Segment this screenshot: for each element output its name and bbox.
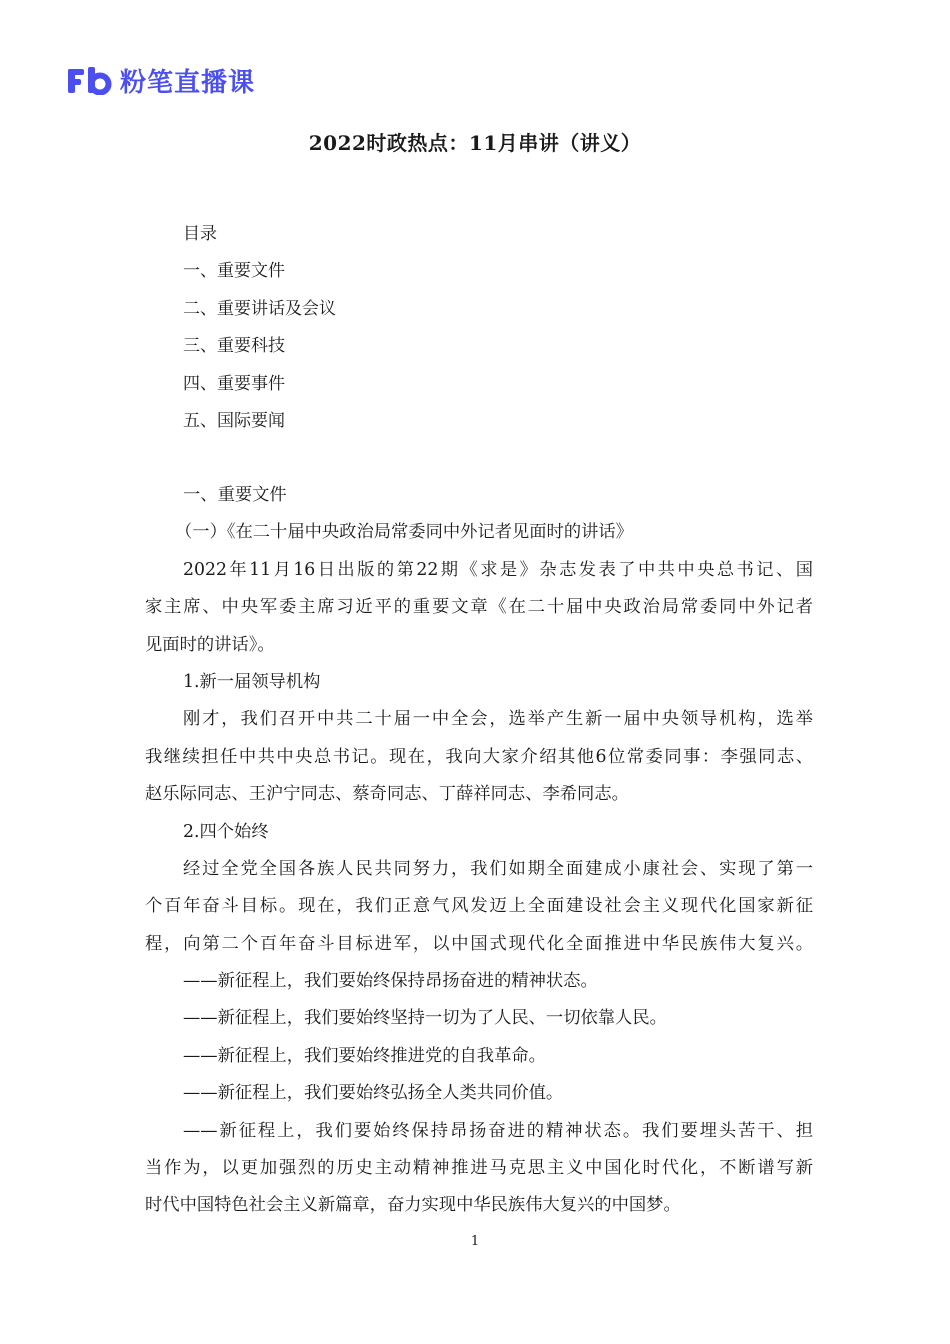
logo-text: 粉笔直播课 — [120, 67, 256, 98]
fb-logo-icon — [66, 65, 112, 95]
paragraph-line: 当作为，以更加强烈的历史主动精神推进马克思主义中国化时代化，不断谱写新 — [145, 1158, 813, 1179]
paragraph-line: 我继续担任中共中央总书记。现在，我向大家介绍其他6位常委同事：李强同志、 — [145, 746, 813, 767]
paragraph-line: 经过全党全国各族人民共同努力，我们如期全面建成小康社会、实现了第一 — [183, 858, 813, 879]
dash-item: ——新征程上，我们要始终坚持一切为了人民、一切依靠人民。 — [183, 1008, 667, 1029]
fenbi-logo — [66, 60, 255, 100]
section-heading: 一、重要文件 — [183, 485, 287, 505]
toc-item: 五、国际要闻 — [183, 410, 285, 431]
subsection-heading: （一）《在二十届中央政治局常委同中外记者见面时的讲话》 — [175, 522, 633, 543]
paragraph-line: 2022年11月16日出版的第22期《求是》杂志发表了中共中央总书记、国 — [183, 559, 813, 580]
paragraph-line: ——新征程上，我们要始终保持昂扬奋进的精神状态。我们要埋头苦干、担 — [183, 1120, 813, 1141]
toc-heading: 目录 — [183, 224, 217, 244]
toc-item: 三、重要科技 — [183, 336, 285, 357]
paragraph-line: 个百年奋斗目标。现在，我们正意气风发迈上全面建设社会主义现代化国家新征 — [145, 896, 813, 917]
toc-item: 二、重要讲话及会议 — [183, 298, 336, 319]
document-body — [145, 483, 813, 1231]
paragraph-line: 时代中国特色社会主义新篇章，奋力实现中华民族伟大复兴的中国梦。 — [145, 1195, 681, 1216]
table-of-contents — [183, 222, 336, 446]
paragraph-line: 赵乐际同志、王沪宁同志、蔡奇同志、丁薛祥同志、李希同志。 — [145, 784, 629, 805]
point-heading: 2.四个始终 — [183, 821, 269, 842]
point-heading: 1.新一届领导机构 — [183, 671, 321, 692]
paragraph-line: 刚才，我们召开中共二十届一中全会，选举产生新一届中央领导机构，选举 — [183, 709, 813, 730]
paragraph-line: 程，向第二个百年奋斗目标进军，以中国式现代化全面推进中华民族伟大复兴。 — [145, 933, 813, 954]
dash-item: ——新征程上，我们要始终弘扬全人类共同价值。 — [183, 1083, 564, 1104]
paragraph-line: 见面时的讲话》。 — [145, 634, 275, 655]
paragraph-line: 家主席、中央军委主席习近平的重要文章《在二十届中央政治局常委同中外记者 — [145, 597, 813, 618]
page-number: 1 — [470, 1234, 480, 1249]
toc-item: 一、重要文件 — [183, 261, 285, 282]
dash-item: ——新征程上，我们要始终推进党的自我革命。 — [183, 1045, 546, 1066]
dash-item: ——新征程上，我们要始终保持昂扬奋进的精神状态。 — [183, 971, 598, 992]
toc-item: 四、重要事件 — [183, 373, 285, 394]
document-title: 2022时政热点：11月串讲（讲义） — [308, 131, 642, 155]
